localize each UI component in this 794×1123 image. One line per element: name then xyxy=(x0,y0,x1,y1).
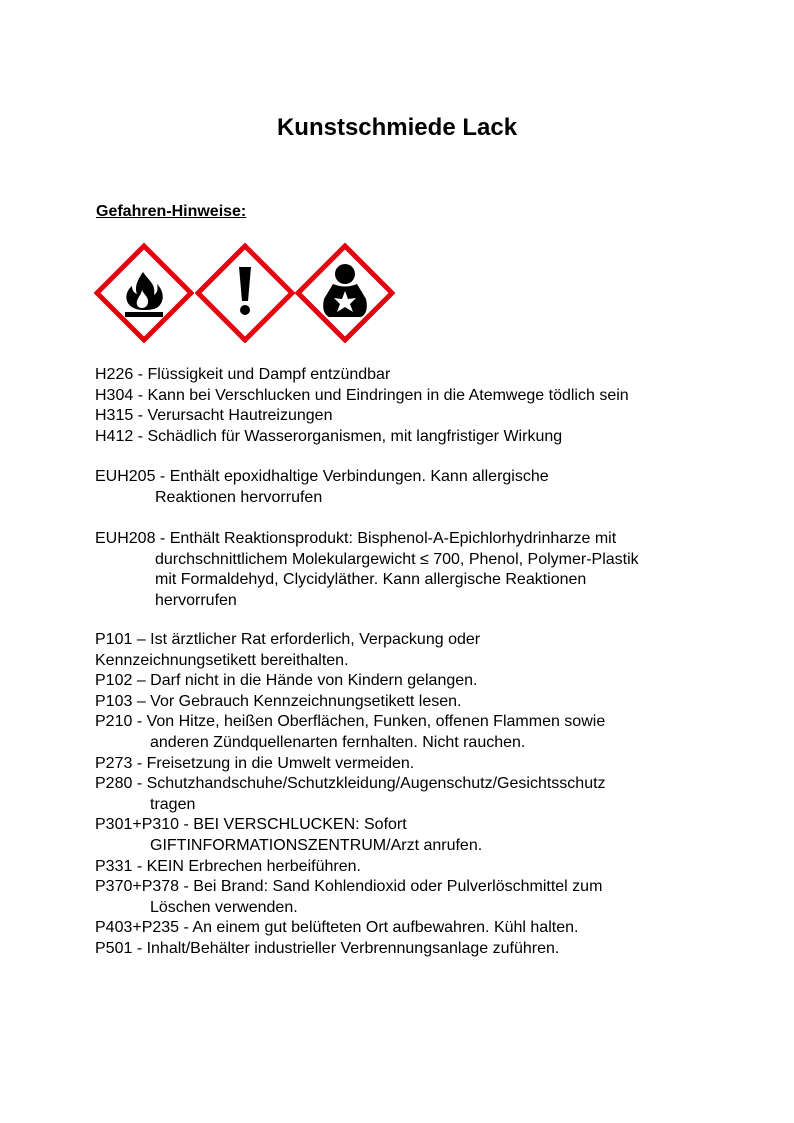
statement-p101: P101 – Ist ärztlicher Rat erforderlich, Verpackung oder xyxy=(95,631,481,648)
exclamation-icon xyxy=(195,243,295,343)
health-hazard-icon xyxy=(295,243,395,343)
statement-h412: H412 - Schädlich für Wasserorganismen, mit langfristiger Wirkung xyxy=(95,427,563,445)
euh208-line-1: EUH208 - Enthält Reaktionsprodukt: Bisphenol-A-Epichlorhydrinharze mit xyxy=(95,530,617,547)
statement-p103: P103 – Vor Gebrauch Kennzeichnungsetikett lesen. xyxy=(95,692,462,710)
h-statements xyxy=(95,365,715,447)
euh208-line-4: hervorrufen xyxy=(155,591,237,609)
p-statements xyxy=(95,630,715,960)
statement-p102: P102 – Darf nicht in die Hände von Kindern gelangen. xyxy=(95,672,478,690)
euh208-line-3: mit Formaldehyd, Clycidyläther. Kann allergische Reaktionen xyxy=(155,571,587,589)
statement-p403: P403+P235 - An einem gut belüfteten Ort aufbewahren. Kühl halten. xyxy=(95,919,579,937)
statement-p280-cont: tragen xyxy=(150,795,196,813)
statement-p280: P280 - Schutzhandschuhe/Schutzkleidung/Augenschutz/Gesichtsschutz xyxy=(95,775,606,793)
statement-h315: H315 - Verursacht Hautreizungen xyxy=(95,407,333,425)
statement-p301: P301+P310 - BEI VERSCHLUCKEN: Sofort xyxy=(95,816,407,834)
statement-p101-cont: Kennzeichnungsetikett bereithalten. xyxy=(95,651,349,669)
euh205-line-1: EUH205 - Enthält epoxidhaltige Verbindungen. Kann allergische xyxy=(95,468,549,485)
statement-p210-cont: anderen Zündquellenarten fernhalten. Nicht rauchen. xyxy=(150,733,526,751)
statement-p501: P501 - Inhalt/Behälter industrieller Verbrennungsanlage zuführen. xyxy=(95,939,560,957)
statement-p370: P370+P378 - Bei Brand: Sand Kohlendioxid oder Pulverlöschmittel zum xyxy=(95,878,603,896)
statement-p273: P273 - Freisetzung in die Umwelt vermeiden. xyxy=(95,754,415,772)
statement-p301-cont: GIFTINFORMATIONSZENTRUM/Arzt anrufen. xyxy=(150,836,483,854)
statement-p331: P331 - KEIN Erbrechen herbeiführen. xyxy=(95,857,361,875)
statement-h304: H304 - Kann bei Verschlucken und Eindringen in die Atemwege tödlich sein xyxy=(95,386,629,404)
statement-euh208 xyxy=(95,529,715,611)
statement-p210: P210 - Von Hitze, heißen Oberflächen, Funken, offenen Flammen sowie xyxy=(95,713,606,731)
hazard-heading: Gefahren-Hinweise: xyxy=(96,203,247,220)
statement-euh205 xyxy=(95,467,715,508)
euh205-line-2: Reaktionen hervorrufen xyxy=(155,488,323,506)
statement-p370-cont: Löschen verwenden. xyxy=(150,898,298,916)
flame-icon xyxy=(94,243,194,343)
euh208-line-2: durchschnittlichem Molekulargewicht ≤ 700, Phenol, Polymer-Plastik xyxy=(155,550,639,568)
page-title: Kunstschmiede Lack xyxy=(276,114,518,141)
statement-h226: H226 - Flüssigkeit und Dampf entzündbar xyxy=(95,366,391,383)
